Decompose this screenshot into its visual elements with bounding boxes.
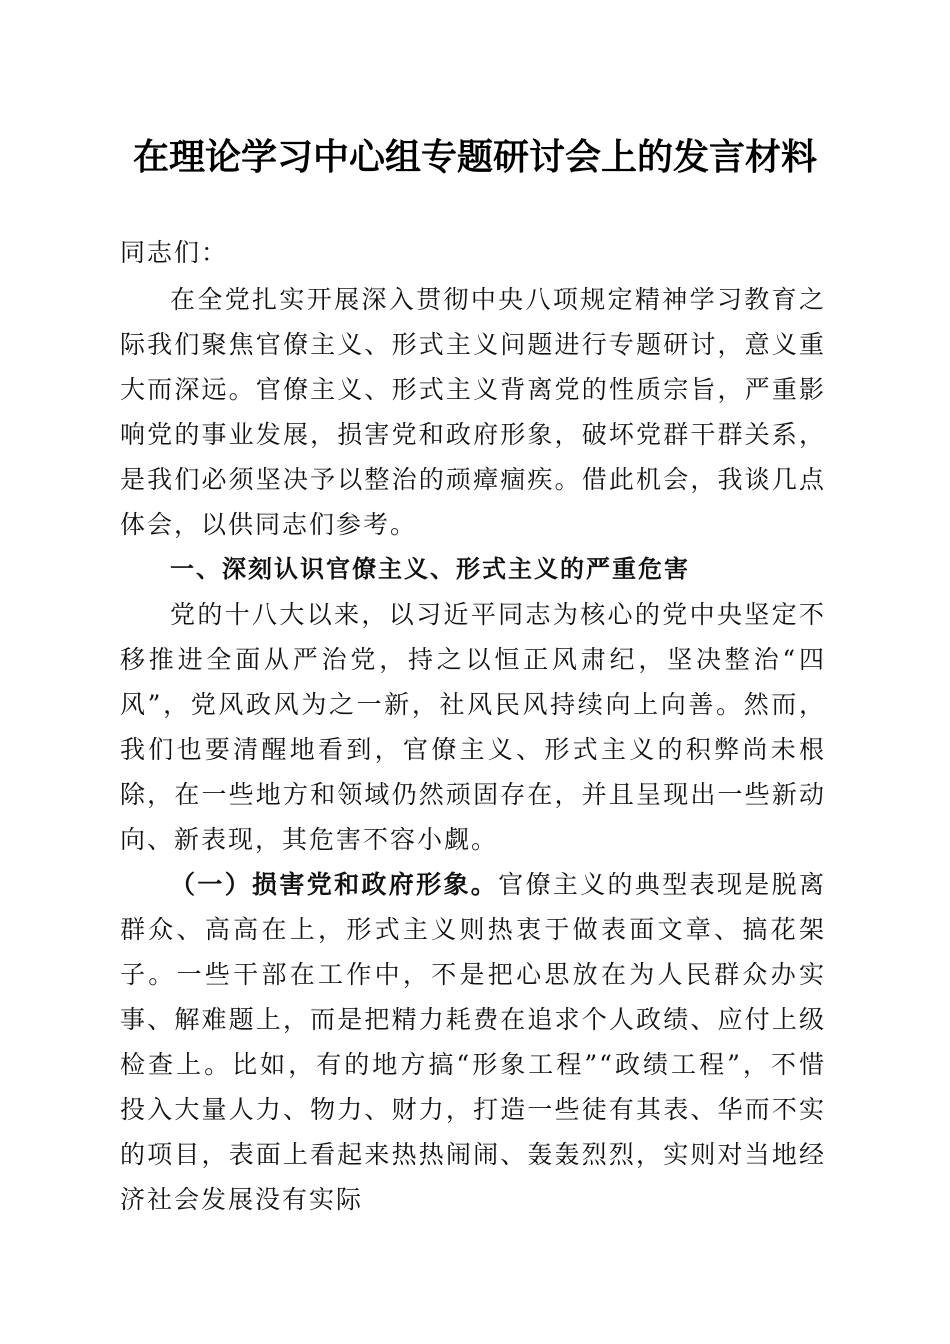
section-heading: 一、深刻认识官僚主义、形式主义的严重危害 (170, 555, 690, 583)
document-body (120, 229, 826, 1222)
subsection-body: 官僚主义的典型表现是脱离群众、高高在上，形式主义则热衷于做表面文章、搞花架子。一些干部在工作中，不是把心思放在为人民群众办实事、解难题上，而是把精力耗费在追求个人政绩、应付上级检查上。比如，有的地方搞“形象工程”“政绩工程”，不惜投入大量人力、物力、财力，打造一些徒有其表、华而不实的项目，表面上看起来热热闹闹、轰轰烈烈，实则对当地经济社会发展没有实际 (120, 870, 826, 1214)
subsection-paragraph (120, 862, 826, 1222)
subsection-lead: （一）损害党和政府形象。 (170, 870, 499, 899)
salutation: 同志们： (120, 238, 229, 267)
document-title: 在理论学习中心组专题研讨会上的发言材料 (132, 136, 817, 178)
section-paragraph: 党的十八大以来，以习近平同志为核心的党中央坚定不移推进全面从严治党，持之以恒正风肃纪，坚决整治“四风”，党风政风为之一新，社风民风持续向上向善。然而，我们也要清醒地看到，官僚主义、形式主义的积弊尚未根除，在一些地方和领域仍然顽固存在，并且呈现出一些新动向、新表现，其危害不容小觑。 (120, 600, 826, 854)
intro-paragraph: 在全党扎实开展深入贯彻中央八项规定精神学习教育之际我们聚焦官僚主义、形式主义问题进行专题研讨，意义重大而深远。官僚主义、形式主义背离党的性质宗旨，严重影响党的事业发展，损害党和政府形象，破坏党群干群关系，是我们必须坚决予以整治的顽瘴痼疾。借此机会，我谈几点体会，以供同志们参考。 (120, 285, 826, 539)
